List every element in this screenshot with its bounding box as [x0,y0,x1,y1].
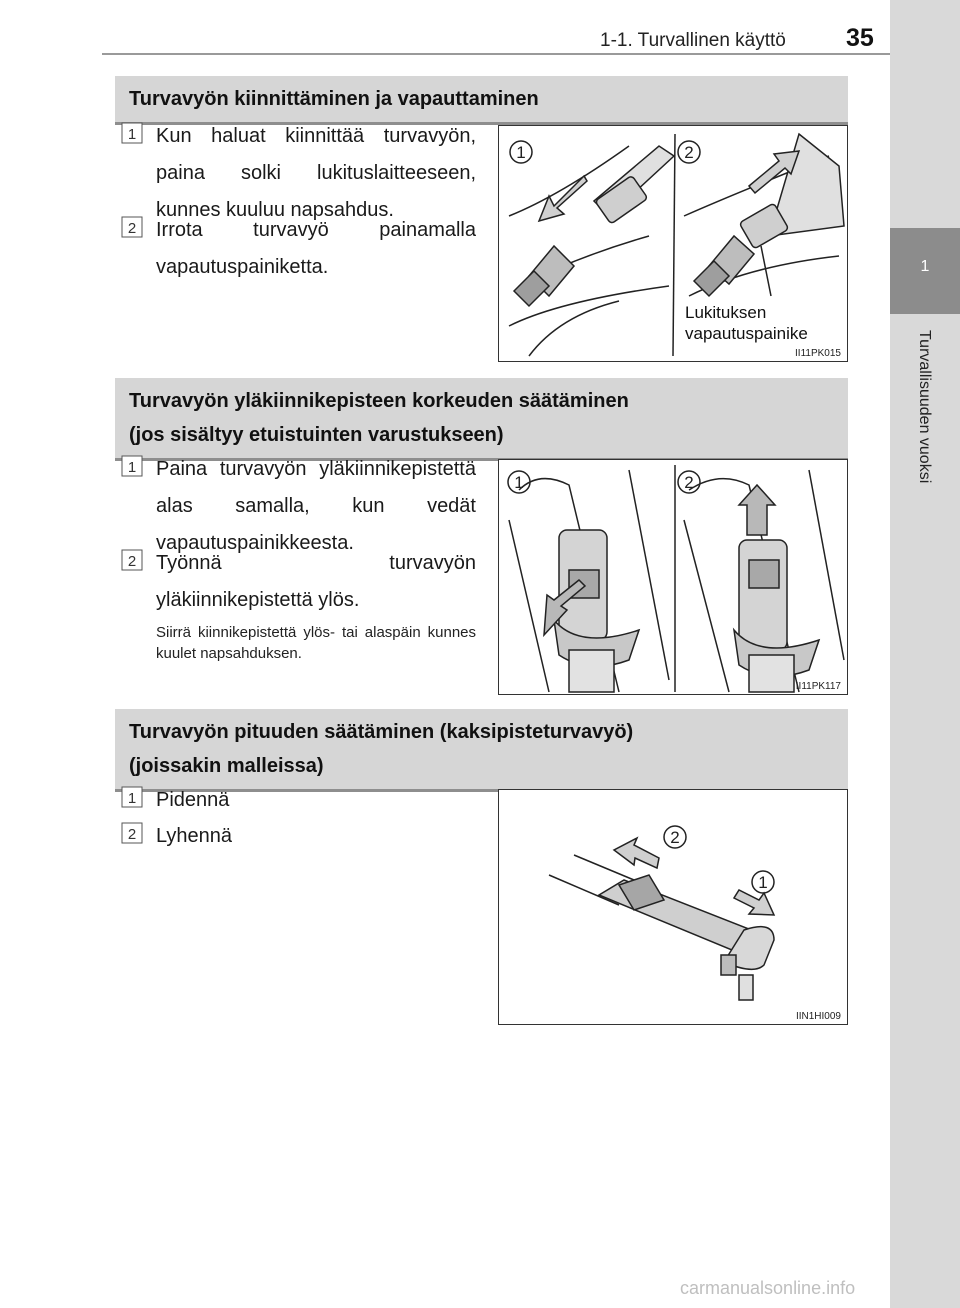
step-note: Siirrä kiinnikepistettä ylös- tai alaspäin kunnes kuulet napsahduksen. [156,624,476,662]
svg-text:1: 1 [758,873,768,892]
step-number-2-icon [121,549,143,571]
step-number-1-icon [121,786,143,808]
step-number-1-icon [121,455,143,477]
anchor-adjust-illustration [499,460,848,695]
svg-text:1: 1 [127,790,137,807]
figure-code: II11PK015 [795,348,841,359]
section-title-line1: Turvavyön yläkiinnikepisteen korkeuden säätäminen [129,390,629,412]
release-button-label: Lukituksen vapautuspainike [685,303,808,343]
figure-code: II11PK117 [795,681,841,692]
svg-text:1: 1 [127,126,137,143]
step-2 [121,818,476,855]
svg-text:2: 2 [127,553,137,570]
figure-seatbelt-buckle [498,125,848,362]
belt-length-illustration [499,790,848,1025]
svg-text:1: 1 [514,473,524,492]
svg-text:2: 2 [684,473,694,492]
chapter-side-tab [890,0,960,1308]
svg-text:1: 1 [516,143,526,162]
section-heading-belt-length [115,709,848,792]
section-title-line2: (joissakin malleissa) [129,755,324,777]
section-title-line1: Turvavyön pituuden säätäminen (kaksipisteturvavyö) [129,721,634,743]
watermark: carmanualsonline.info [680,1278,856,1298]
svg-text:2: 2 [127,826,137,843]
figure-belt-length [498,789,848,1025]
step-text: Kun haluat kiinnittää turvavyön, paina solki lukituslaitteeseen, kunnes kuuluu napsahdus. [156,125,476,221]
svg-text:2: 2 [684,143,694,162]
step-number-1-icon [121,122,143,144]
svg-text:2: 2 [670,828,680,847]
step-text: Työnnä turvavyön yläkiinnikepistettä ylös. [156,552,476,611]
section-title: Turvavyön kiinnittäminen ja vapauttaminen [129,88,539,110]
section-title-line2: (jos sisältyy etuistuinten varustukseen) [129,424,504,446]
step-text: Lyhennä [156,825,232,847]
step-1 [121,782,476,819]
header-divider [102,53,890,55]
chapter-number: 1 [920,258,930,275]
svg-text:2: 2 [127,220,137,237]
step-text: Pidennä [156,789,230,811]
step-number-2-icon [121,822,143,844]
step-text: Irrota turvavyö painamalla vapautuspainiketta. [156,219,476,278]
page-number: 35 [846,24,874,52]
svg-text:1: 1 [127,459,137,476]
running-header: 1-1. Turvallinen käyttö [600,30,786,51]
figure-anchor-adjust [498,459,848,695]
step-text: Paina turvavyön yläkiinnikepistettä alas samalla, kun vedät vapautuspainikkeesta. [156,458,476,554]
step-2 [121,545,476,619]
figure-code: IIN1HI009 [795,1011,841,1022]
section-heading-anchor-height [115,378,848,461]
step-2 [121,212,476,286]
step-number-2-icon [121,216,143,238]
chapter-label: Turvallisuuden vuoksi [916,330,933,484]
